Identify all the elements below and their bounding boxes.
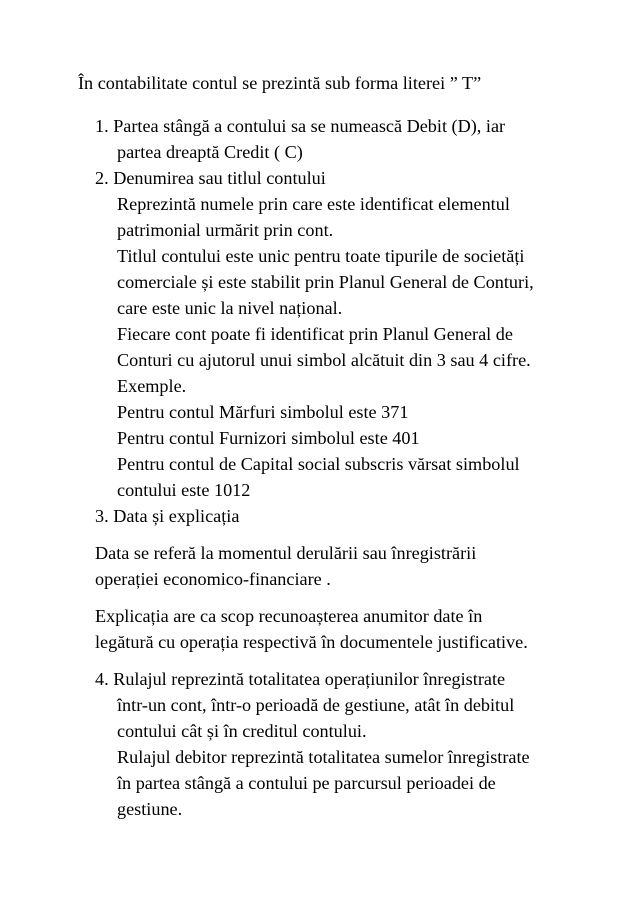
item2-line8: Conturi cu ajutorul unui simbol alcătuit din 3 sau 4 cifre. bbox=[117, 350, 531, 370]
item2-line3: patrimonial urmărit prin cont. bbox=[117, 220, 334, 240]
item4-line2: într-un cont, într-o perioadă de gestiune, atât în debitul bbox=[117, 695, 515, 715]
item2-line12: Pentru contul de Capital social subscris vărsat simbolul bbox=[117, 454, 520, 474]
item2-line7: Fiecare cont poate fi identificat prin Planul General de bbox=[117, 324, 513, 344]
item3-para1-line2: operației economico-financiare . bbox=[95, 569, 331, 589]
item4-line6: gestiune. bbox=[117, 799, 183, 819]
item2-line13: contului este 1012 bbox=[117, 480, 251, 500]
item2-line2: Reprezintă numele prin care este identificat elementul bbox=[117, 194, 510, 214]
item2-line9: Exemple. bbox=[117, 376, 187, 396]
intro-text: În contabilitate contul se prezintă sub forma literei ” T” bbox=[78, 73, 482, 93]
item4-line4: Rulajul debitor reprezintă totalitatea sumelor înregistrate bbox=[117, 747, 530, 767]
item3-heading: 3. Data și explicația bbox=[95, 506, 240, 526]
item1-line2: partea dreaptă Credit ( C) bbox=[117, 142, 303, 162]
item4-line5: în partea stângă a contului pe parcursul perioadei de bbox=[117, 773, 496, 793]
item3-para2-line2: legătură cu operația respectivă în documentele justificative. bbox=[95, 632, 528, 652]
item4-line1: 4. Rulajul reprezintă totalitatea operațiunilor înregistrate bbox=[95, 669, 506, 689]
item4-line3: contului cât și în creditul contului. bbox=[117, 721, 367, 741]
item1-line1: 1. Partea stângă a contului sa se numească Debit (D), iar bbox=[95, 116, 506, 136]
item2-heading: 2. Denumirea sau titlul contului bbox=[95, 168, 326, 188]
item2-line6: care este unic la nivel național. bbox=[117, 298, 343, 318]
item3-para2-line1: Explicația are ca scop recunoașterea anumitor date în bbox=[95, 606, 483, 626]
item2-line4: Titlul contului este unic pentru toate tipurile de societăți bbox=[117, 246, 525, 266]
item3-para1-line1: Data se referă la momentul derulării sau înregistrării bbox=[95, 543, 477, 563]
item2-line11: Pentru contul Furnizori simbolul este 401 bbox=[117, 428, 420, 448]
item2-line5: comerciale și este stabilit prin Planul General de Conturi, bbox=[117, 272, 534, 292]
item2-line10: Pentru contul Mărfuri simbolul este 371 bbox=[117, 402, 409, 422]
